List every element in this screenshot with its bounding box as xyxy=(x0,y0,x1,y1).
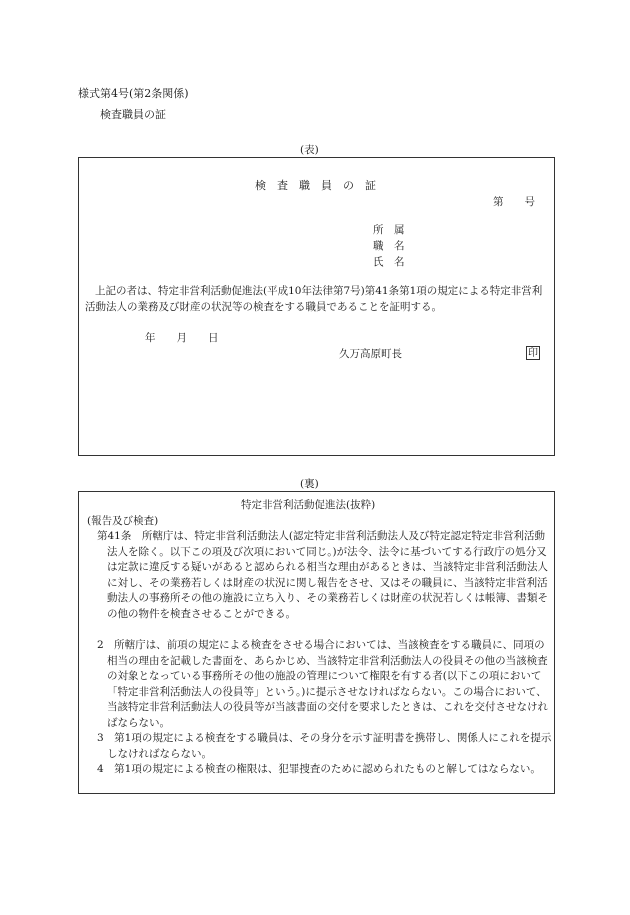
back-card xyxy=(78,491,555,794)
article-41-para-4: 4 第1項の規定による検査の権限は、犯罪捜査のために認められたものと解してはならない。 xyxy=(97,763,541,775)
field-position: 職 名 xyxy=(373,240,405,252)
article-41: 第41条 所轄庁は、特定非営利活動法人(認定特定非営利活動法人及び特定認定特定非営利活動法人を除く。以下この項及び次項において同じ。)が法令、法令に基づいてする行政庁の処分又は定款に違反する疑いがあると認められる相当な理由があるときは、当該特定非営利活動法人に対し、その業務若しくは財産の状況に関し報告をさせ、又はその職員に、当該特定非営利活動法人の事務所その他の施設に立ち入り、その業務若しくは財産の状況若しくは帳簿、書類その他の物件を検査させることができる。 xyxy=(97,530,548,620)
number-label: 第 号 xyxy=(493,196,535,208)
article-41-para-2: 2 所轄庁は、前項の規定による検査をさせる場合においては、当該検査をする職員に、同項の相当の理由を記載した書面を、あらかじめ、当該特定非営利活動法人の役員その他の当該検査の対象となっている事務所その他の施設の管理について権限を有する者(以下この項において「特定非営利活動法人の役員等」という。)に提示させなければならない。この場合において、当該特定非営利活動法人の役員等が当該書面の交付を要求したときは、これを交付させなければならない。 xyxy=(97,639,548,729)
law-title: 特定非営利活動促進法(抜粋) xyxy=(241,499,376,511)
date-label: 年 月 日 xyxy=(145,332,219,344)
field-name: 氏 名 xyxy=(373,256,405,268)
front-side-label: (表) xyxy=(300,144,319,156)
issuer: 久万高原町長 xyxy=(339,348,402,360)
form-number: 様式第4号(第2条関係) xyxy=(78,87,189,100)
card-title: 検 査 職 員 の 証 xyxy=(255,179,376,192)
field-affiliation: 所 属 xyxy=(373,224,405,236)
law-caption: (報告及び検査) xyxy=(87,515,159,527)
seal-stamp: 印 xyxy=(528,348,538,359)
back-side-label: (裏) xyxy=(300,478,319,490)
front-card xyxy=(78,157,555,456)
article-41-para-3: 3 第1項の規定による検査をする職員は、その身分を示す証明書を携帯し、関係人にこれを提示しなければならない。 xyxy=(97,732,552,760)
form-title: 検査職員の証 xyxy=(100,108,166,121)
certification-statement: 上記の者は、特定非営利活動促進法(平成10年法律第7号)第41条第1項の規定による特定非営利活動法人の業務及び財産の状況等の検査をする職員であることを証明する。 xyxy=(85,285,543,313)
